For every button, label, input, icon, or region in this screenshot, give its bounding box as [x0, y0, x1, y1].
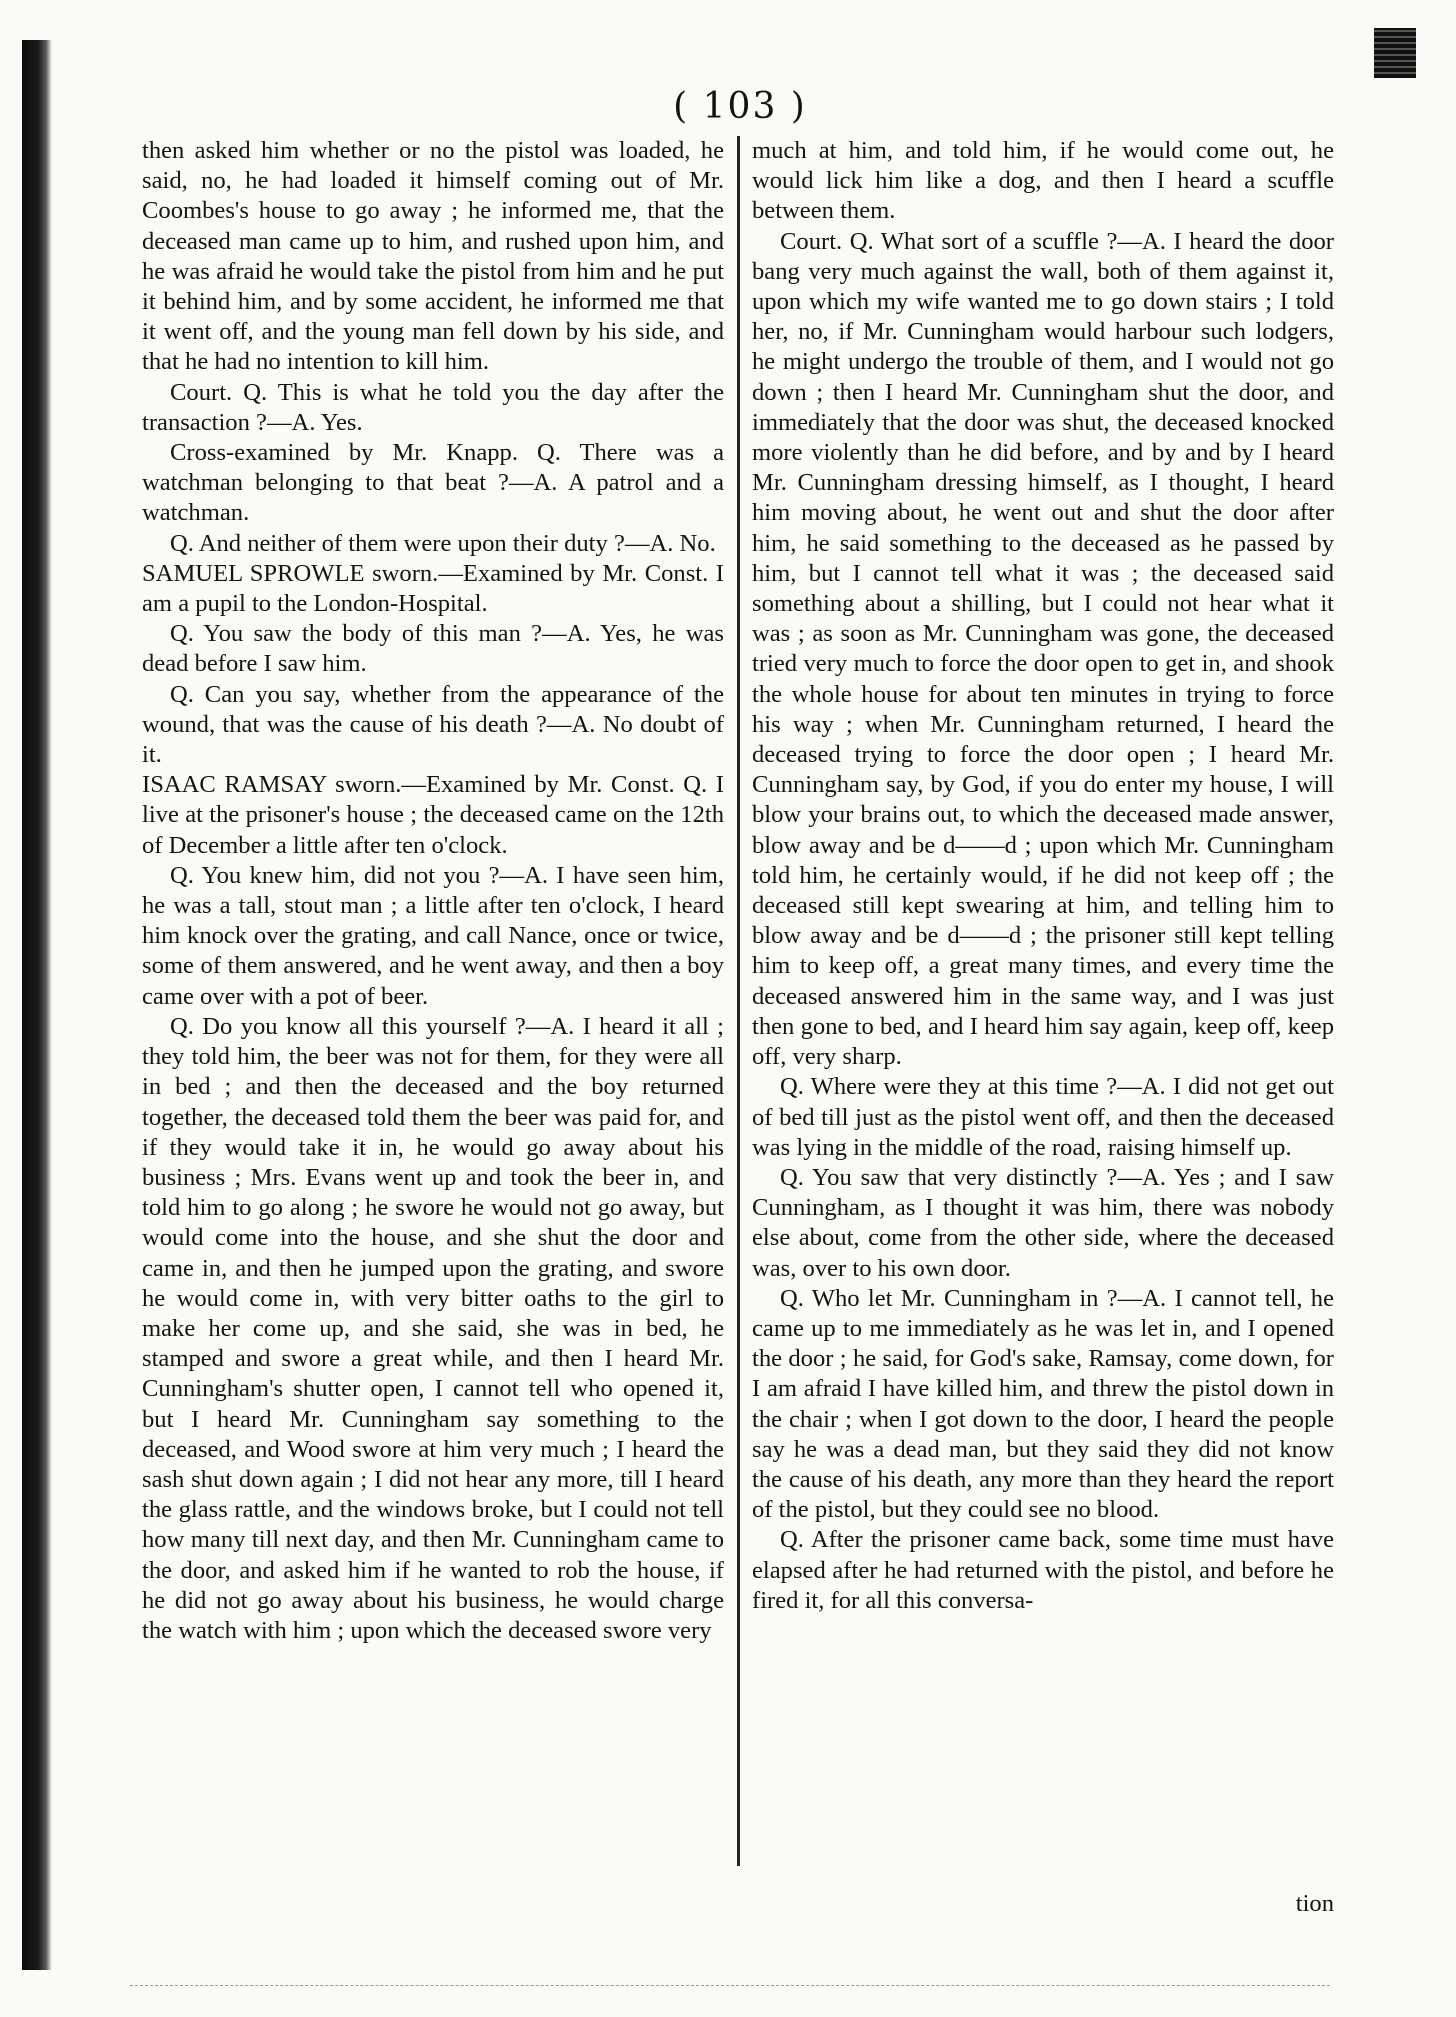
- paragraph: Q. Can you say, whether from the appearance of the wound, that was the cause of his death ?—A. No doubt of it.: [142, 680, 724, 769]
- paragraph: Q. And neither of them were upon their duty ?—A. No.: [170, 529, 716, 557]
- paragraph: Court. Q. What sort of a scuffle ?—A. I heard the door bang very much against the wall, both of them against it, upon which my wife wanted me to go down stairs ; I told her, no, if Mr. Cunningham would harbour such lodgers, he might undergo the trouble of them, and I would not go down ; then I heard Mr. Cunningham shut the door, and immediately that the door was shut, the deceased knocked more violently than he did before, and by and by I heard Mr. Cunningham dressing himself, as I thought, I heard him moving about, he went out and shut the door after him, he said something to the deceased as he passed by him, but I cannot tell what it was ; the deceased said something about a shilling, but I could not hear what it was ; as soon as Mr. Cunningham was gone, the deceased tried very much to force the door open to get in, and shook the whole house for about ten minutes in trying to force his way ; when Mr. Cunningham returned, I heard the deceased trying to force the door open ; I heard Mr. Cunningham say, by God, if you do enter my house, I will blow your brains out, to which the deceased made answer, blow away and be d——d ; upon which Mr. Cunningham told him, he certainly would, if he did not keep off ; the deceased still kept swearing at him, and telling him to blow away and be d——d ; the prisoner still kept telling him to keep off, a great many times, and every time the deceased answered him in the same way, and I was just then gone to bed, and I heard him say again, keep off, keep off, very sharp.: [752, 227, 1334, 1071]
- paragraph: Q. You saw the body of this man ?—A. Yes, he was dead before I saw him.: [142, 620, 724, 678]
- page-number: ( 103 ): [673, 86, 807, 127]
- left-column: [142, 136, 724, 1646]
- paragraph: ISAAC RAMSAY sworn.—Examined by Mr. Const. Q. I live at the prisoner's house ; the deceased came on the 12th of December a little after ten o'clock.: [142, 771, 724, 859]
- book-binding-shadow: [22, 40, 52, 1970]
- paragraph: Cross-examined by Mr. Knapp. Q. There was a watchman belonging to that beat ?—A. A patrol and a watchman.: [142, 439, 724, 527]
- paragraph: Q. After the prisoner came back, some time must have elapsed after he had returned with the pistol, and before he fired it, for all this conversa-: [752, 1526, 1334, 1614]
- paragraph: Q. You saw that very distinctly ?—A. Yes ; and I saw Cunningham, as I thought it was him, there was nobody else about, come from the other side, where the deceased was, over to his own door.: [752, 1163, 1334, 1282]
- catchword: tion: [1295, 1890, 1334, 1917]
- paragraph: then asked him whether or no the pistol was loaded, he said, no, he had loaded it himself coming out of Mr. Coombes's house to go away ; he informed me, that the deceased man came up to him, and rushed upon him, and he was afraid he would take the pistol from him and he put it behind him, and by some accident, he informed me that it went off, and the young man fell down by his side, and that he had no intention to kill him.: [142, 137, 724, 376]
- paragraph: Q. You knew him, did not you ?—A. I have seen him, he was a tall, stout man ; a little after ten o'clock, I heard him knock over the grating, and call Nance, once or twice, some of them answered, and he went away, and then a boy came over with a pot of beer.: [142, 861, 724, 1010]
- paragraph: Court. Q. This is what he told you the day after the transaction ?—A. Yes.: [142, 378, 724, 436]
- paragraph: much at him, and told him, if he would come out, he would lick him like a dog, and then I heard a scuffle between them.: [752, 137, 1334, 225]
- library-stamp: [1374, 28, 1416, 78]
- paragraph: SAMUEL SPROWLE sworn.—Examined by Mr. Const. I am a pupil to the London-Hospital.: [142, 559, 724, 618]
- paragraph: Q. Where were they at this time ?—A. I did not get out of bed till just as the pistol went off, and then the deceased was lying in the middle of the road, raising himself up.: [752, 1073, 1334, 1161]
- bottom-rule: [130, 1985, 1330, 1987]
- column-divider: [737, 136, 740, 1866]
- paragraph: Q. Who let Mr. Cunningham in ?—A. I cannot tell, he came up to me immediately as he was let in, and I opened the door ; he said, for God's sake, Ramsay, come down, for I am afraid I have killed him, and threw the pistol down in the chair ; when I got down to the door, I heard the people say he was a dead man, but they said they did not know the cause of his death, any more than they heard the report of the pistol, but they could see no blood.: [752, 1284, 1334, 1524]
- right-column: [752, 136, 1334, 1616]
- paragraph: Q. Do you know all this yourself ?—A. I heard it all ; they told him, the beer was not for them, for they were all in bed ; and then the deceased and the boy returned together, the deceased told them the beer was paid for, and if they would take it in, he would go away about his business ; Mrs. Evans went up and took the beer in, and told him to go along ; he swore he would not go away, but would come into the house, and she shut the door and came in, and then he jumped upon the grating, and swore he would come in, with very bitter oaths to the girl to make her come up, and she said, she was in bed, he stamped and swore a great while, and then I heard Mr. Cunningham's shutter open, I cannot tell who opened it, but I heard Mr. Cunningham say something to the deceased, and Wood swore at him very much ; I heard the sash shut down again ; I did not hear any more, till I heard the glass rattle, and the windows broke, but I could not tell how many till next day, and then Mr. Cunningham came to the door, and asked him if he wanted to rob the house, if he did not go away about his business, he would charge the watch with him ; upon which the deceased swore very: [142, 1012, 724, 1644]
